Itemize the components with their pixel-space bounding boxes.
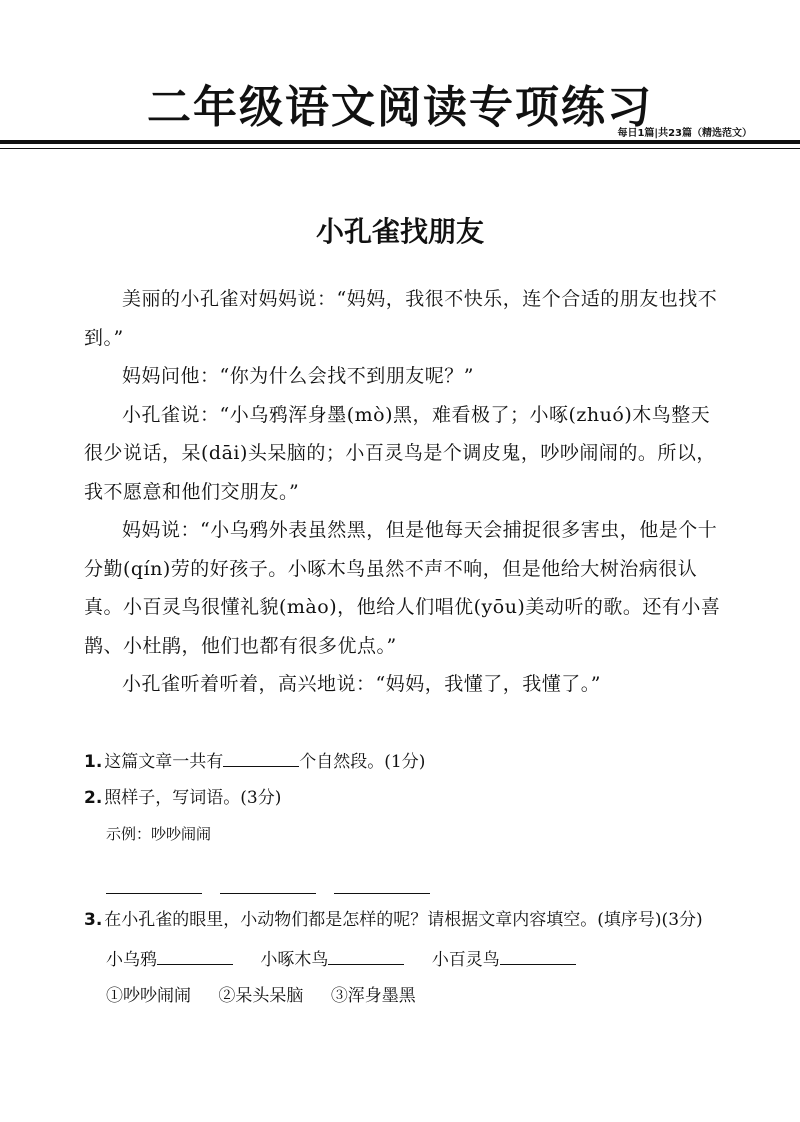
question-1-text-after: 个自然段。(1分) [299, 752, 426, 772]
answer-blank-q2-3[interactable] [334, 892, 430, 894]
option-3: ③浑身墨黑 [330, 986, 416, 1006]
questions-section [84, 744, 724, 1014]
animal-label-lark: 小百灵鸟 [431, 950, 500, 970]
question-3-answer-row [84, 942, 724, 978]
paragraph-5: 小孔雀听着听着，高兴地说：“妈妈，我懂了，我懂了。” [122, 673, 601, 695]
paragraph-1: 美丽的小孔雀对妈妈说：“妈妈，我很不快乐，连个合适的朋友也找不到。” [84, 288, 718, 349]
question-1-text-before: 这篇文章一共有 [104, 752, 224, 772]
question-2 [84, 780, 724, 816]
animal-label-crow: 小乌鸦 [106, 950, 157, 970]
answer-blank-q2-1[interactable] [106, 892, 202, 894]
paragraph-3: 小孔雀说：“小乌鸦浑身墨(mò)黑，难看极了；小啄(zhuó)木鸟整天很少说话，呆(dāi)头呆脑的；小百灵鸟是个调皮鬼，吵吵闹闹的。所以，我不愿意和他们交朋友。” [84, 403, 716, 503]
header-rule-thin [0, 148, 800, 149]
answer-blank-q2-2[interactable] [220, 892, 316, 894]
answer-blank-q3-crow[interactable] [157, 946, 233, 965]
question-number: 2. [84, 788, 103, 808]
header-rule-thick [0, 140, 800, 144]
answer-blank-q1[interactable] [223, 748, 299, 767]
question-3-options [84, 978, 724, 1014]
answer-blank-q3-woodpecker[interactable] [328, 946, 404, 965]
header-subtitle: 每日1篇|共23篇（精选范文） [617, 128, 752, 139]
question-1 [84, 744, 724, 780]
question-3 [84, 902, 724, 938]
article-title: 小孔雀找朋友 [315, 215, 484, 248]
article-body [84, 280, 724, 704]
question-2-answer-row [84, 852, 724, 894]
question-2-text: 照样子，写词语。(3分) [104, 788, 282, 808]
option-2: ②呆头呆脑 [218, 986, 304, 1006]
answer-blank-q3-lark[interactable] [500, 946, 576, 965]
paragraph-2: 妈妈问他：“你为什么会找不到朋友呢？” [122, 365, 474, 387]
question-2-example: 示例：吵吵闹闹 [106, 825, 212, 843]
paragraph-4: 妈妈说：“小乌鸦外表虽然黑，但是他每天会捕捉很多害虫，他是个十分勤(qín)劳的好孩子。小啄木鸟虽然不声不响，但是他给大树治病很认真。小百灵鸟很懂礼貌(mào)，他给人们唱优(yōu)美动听的歌。还有小喜鹊、小杜鹃，他们也都有很多优点。” [84, 519, 721, 657]
question-3-text: 在小孔雀的眼里，小动物们都是怎样的呢？请根据文章内容填空。(填序号)(3分) [104, 910, 703, 930]
option-1: ①吵吵闹闹 [106, 986, 191, 1006]
header-title: 二年级语文阅读专项练习 [147, 82, 653, 133]
question-number: 1. [84, 752, 103, 772]
animal-label-woodpecker: 小啄木鸟 [260, 950, 329, 970]
question-number: 3. [84, 910, 103, 930]
